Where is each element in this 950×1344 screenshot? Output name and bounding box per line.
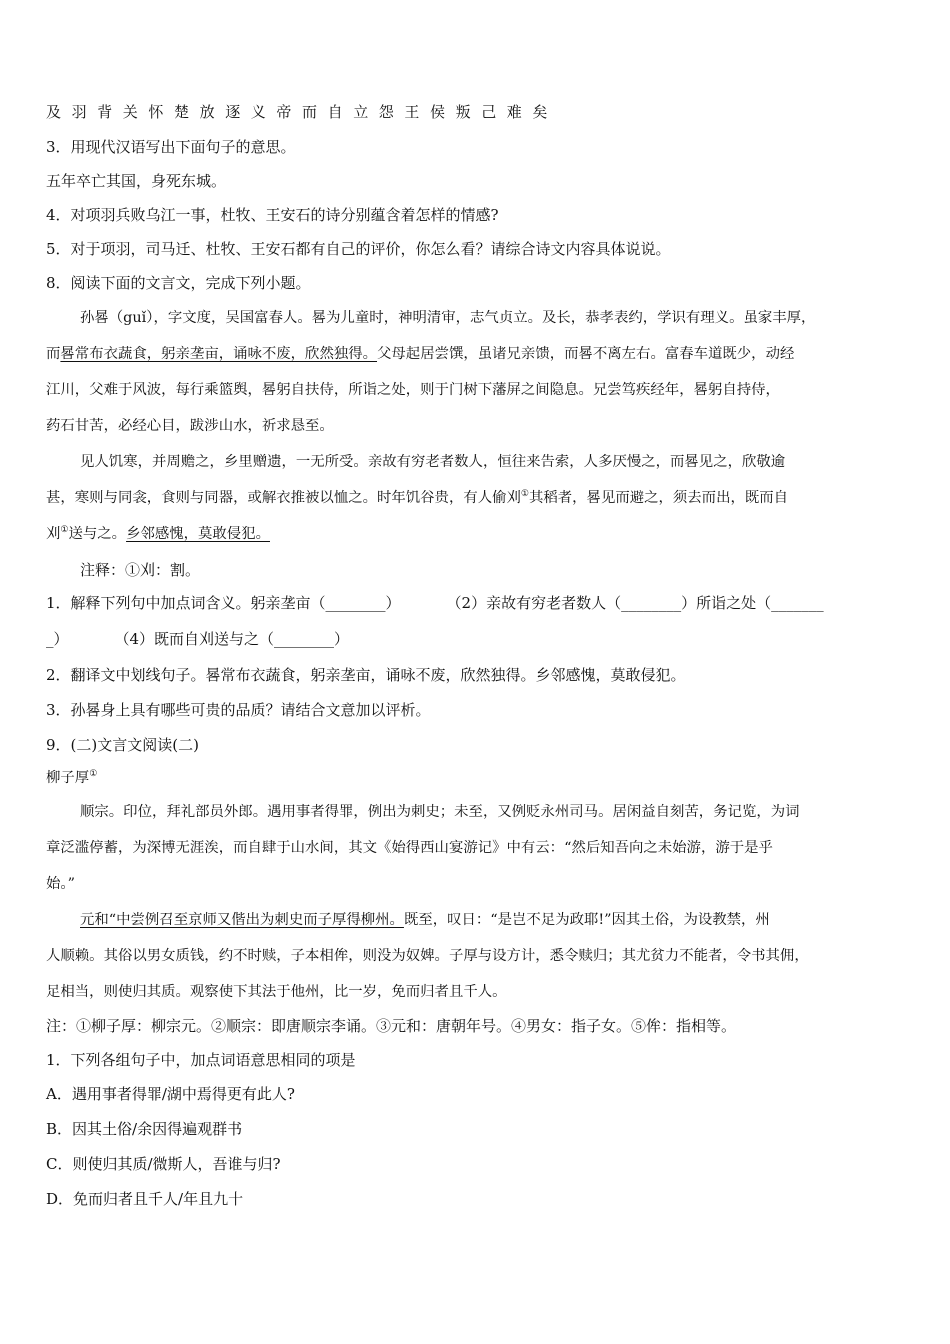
question-3: 3．孙晷身上具有哪些可贵的品质？请结合文意加以评析。 [46, 701, 431, 719]
passage-line: 刈①送与之。乡邻感愧，莫敢侵犯。 [46, 525, 270, 542]
option-d: D．免而归者且千人/年且九十 [46, 1190, 244, 1208]
passage-line: 元和“中尝例召至京师又偕出为刺史而子厚得柳州。既至，叹日：“是岂不足为政耶!”因其土俗，为设教禁，州 [80, 912, 770, 928]
question-4: 4．对项羽兵败乌江一事，杜牧、王安石的诗分别蕴含着怎样的情感? [46, 206, 499, 224]
question-1: 1．解释下列句中加点词含义。躬亲垄亩（________） （2）亲故有穷老者数人（________）所诣之处（_______ [46, 594, 824, 612]
footnote-mark: ① [60, 525, 69, 535]
passage-line: 江川，父难于风波，每行乘篮舆，晷躬自扶侍，所诣之处，则于门树下藩屏之间隐息。兄尝笃疾经年，晷躬自持侍， [46, 382, 780, 398]
passage-line: 而晷常布衣蔬食，躬亲垄亩，诵咏不废，欣然独得。父母起居尝馔，虽诸兄亲馈，而晷不离左右。富春车道既少，动经 [46, 346, 795, 362]
passage-line: 始。” [46, 876, 75, 892]
passage-note: 注释：①刈：割。 [80, 561, 201, 579]
passage-line: 孙晷（guǐ），字文度，吴国富春人。晷为儿童时，神明清审，志气贞立。及长，恭孝表约，学识有理义。虽家丰厚， [80, 310, 816, 326]
underlined-sentence: 乡邻感愧，莫敢侵犯。 [126, 526, 270, 542]
question-3: 3．用现代汉语写出下面句子的意思。 [46, 138, 296, 156]
option-a: A．遇用事者得罪/湖中焉得更有此人? [46, 1085, 295, 1103]
question-1: 1．下列各组句子中，加点词语意思相同的项是 [46, 1051, 356, 1069]
footnote-mark: ① [89, 769, 98, 779]
option-c: C．则使归其质/微斯人，吾谁与归? [46, 1155, 281, 1173]
question-1-cont: _） （4）既而自刈送与之（________） [46, 630, 350, 648]
underlined-sentence: 元和“中尝例召至京师又偕出为刺史而子厚得柳州。 [80, 912, 404, 928]
underlined-sentence: 晷常布衣蔬食，躬亲垄亩，诵咏不废，欣然独得。 [60, 346, 378, 362]
passage-line: 人顺赖。其俗以男女质钱，约不时赎，子本相侔，则没为奴婢。子厚与设方计，悉令赎归；其尤贫力不能者，令书其佣， [46, 948, 809, 964]
passage-line: 顺宗。印位，拜礼部员外郎。遇用事者得罪，例出为刺史；未至，又例贬永州司马。居闲益自刻苦，务记览，为词 [80, 804, 800, 820]
section-8-title: 8．阅读下面的文言文，完成下列小题。 [46, 274, 311, 292]
question-3-sentence: 五年卒亡其国，身死东城。 [46, 172, 227, 190]
passage-line: 药石甘苦，必经心目，跋涉山水，祈求恳至。 [46, 418, 334, 434]
option-b: B．因其土俗/余因得遍观群书 [46, 1120, 243, 1138]
passage-line: 足相当，则使归其质。观察使下其法于他州，比一岁，免而归者且千人。 [46, 984, 507, 1000]
passage-note: 注：①柳子厚：柳宗元。②顺宗：即唐顺宗李诵。③元和：唐朝年号。④男女：指子女。⑤侔：指相等。 [46, 1017, 737, 1035]
classical-text-line: 及羽背关怀楚放逐义帝而自立怨王侯叛己难矣 [46, 103, 559, 121]
passage-subtitle: 柳子厚① [46, 769, 98, 786]
question-5: 5．对于项羽，司马迁、杜牧、王安石都有自己的评价，你怎么看？请综合诗文内容具体说说。 [46, 240, 671, 258]
footnote-mark: ① [520, 489, 529, 499]
question-2: 2．翻译文中划线句子。晷常布衣蔬食，躬亲垄亩，诵咏不废，欣然独得。乡邻感愧，莫敢侵犯。 [46, 666, 686, 684]
section-9-title: 9．(二)文言文阅读(二) [46, 736, 199, 754]
passage-line: 章泛滥停蓄，为深博无涯涘，而自肆于山水间，其文《始得西山宴游记》中有云：“然后知吾向之未始游，游于是乎 [46, 840, 773, 856]
passage-line: 见人饥寒，并周赡之，乡里赠遗，一无所受。亲故有穷老者数人，恒往来告索，人多厌慢之，而晷见之，欣敬逾 [80, 454, 786, 470]
passage-line: 甚，寒则与同衾，食则与同器，或解衣推被以恤之。时年饥谷贵，有人偷刈①其稻者，晷见而避之，须去而出，既而自 [46, 489, 789, 506]
